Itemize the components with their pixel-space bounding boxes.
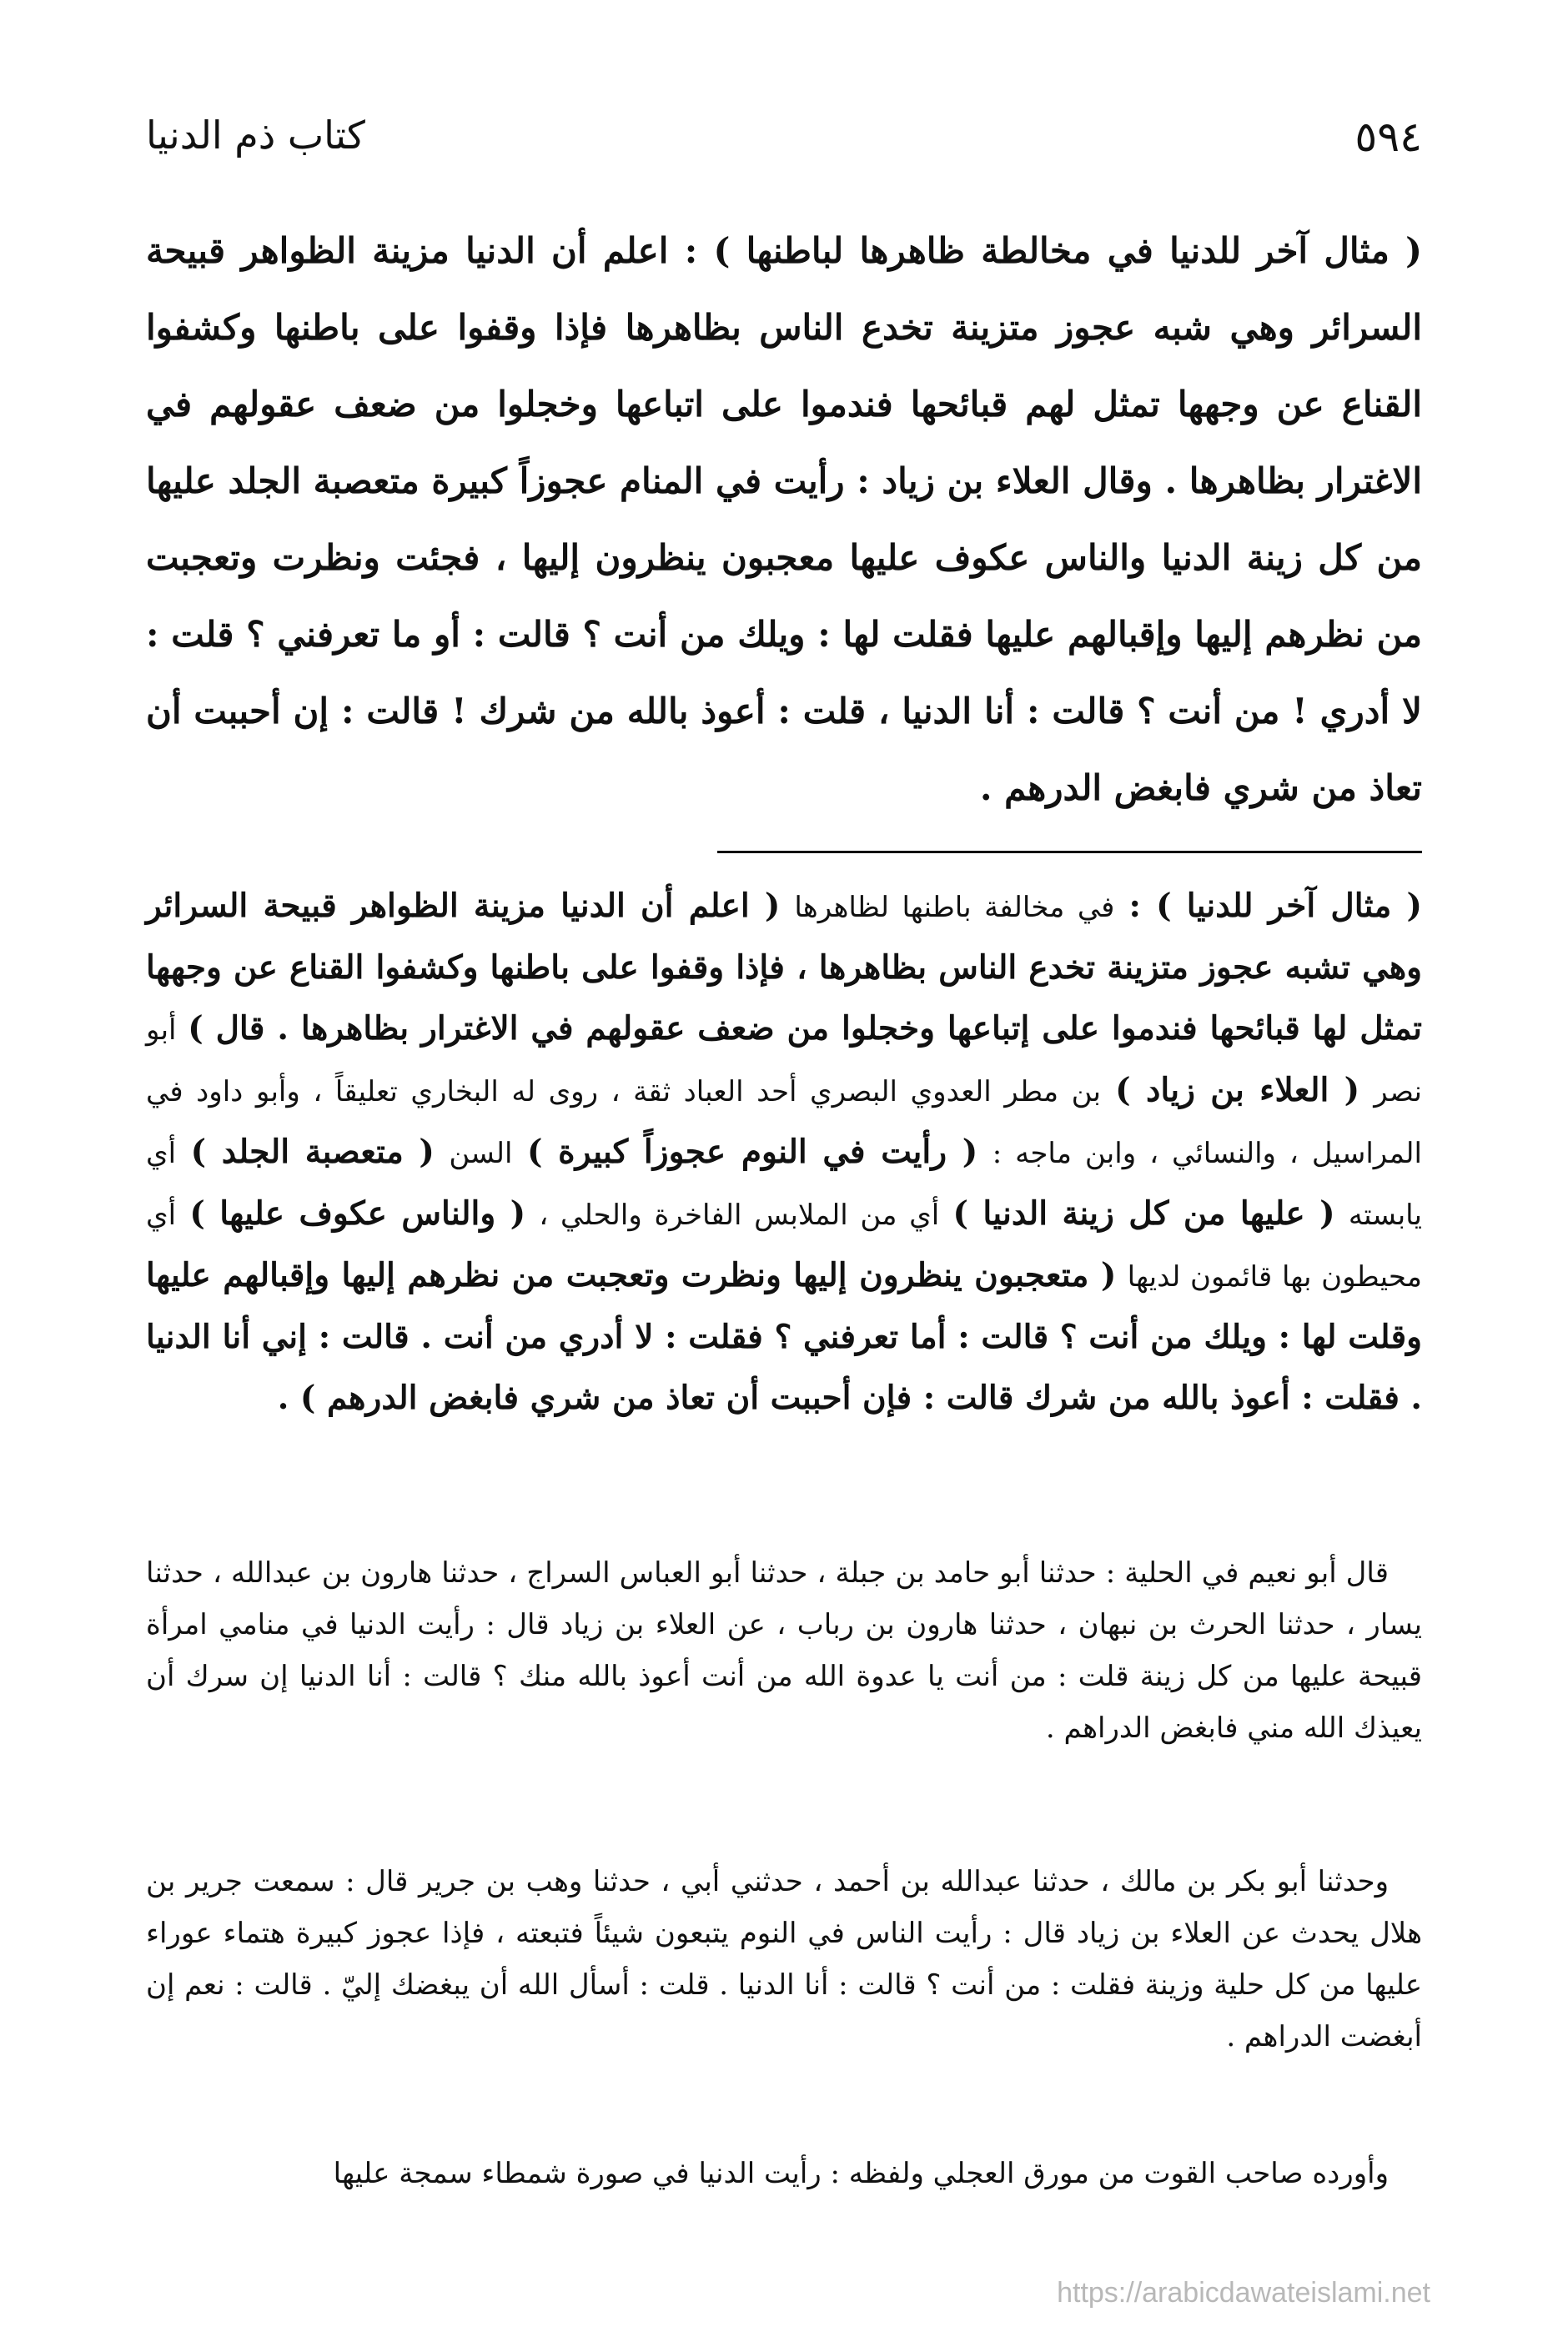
commentary-segment: أي من الملابس الفاخرة والحلي ، (539, 1199, 940, 1232)
page-header (146, 113, 1422, 179)
commentary-segment: ( والناس عكوف عليها ) (189, 1194, 526, 1233)
commentary-segment: ( العلاء بن زياد ) (1115, 1071, 1360, 1109)
commentary-segment: بن مطر العدوي البصري أحد العباد ثقة ، روى له البخاري تعليقاً ، وأبو داود في المراسيل ، والنسائي ، وابن ماجه : (146, 1075, 1422, 1170)
commentary-segment: في مخالفة باطنها لظاهرها (794, 891, 1115, 924)
divider-line (717, 851, 1422, 853)
commentary-segment: ( عليها من كل زينة الدنيا ) (952, 1194, 1335, 1233)
hadith-paragraph-2 (146, 1856, 1422, 2063)
hadith-paragraph-1 (146, 1547, 1422, 1754)
section-heading: ( مثال آخر للدنيا في مخالطة ظاهرها لباطنها ) : (684, 230, 1423, 271)
commentary-segment: أي يابسته (146, 1137, 1422, 1232)
commentary (146, 876, 1422, 1429)
commentary-segment: ( رأيت في النوم عجوزاً كبيرة ) (526, 1133, 978, 1171)
hadith-text: وحدثنا أبو بكر بن مالك ، حدثنا عبدالله بن أحمد ، حدثني أبي ، حدثنا وهب بن جرير قال : سمعت جرير بن هلال يحدث عن العلاء بن زياد قال : رأيت الناس في النوم يتبعون شيئاً فتبعته ، فإذا عجوز كبيرة هتماء عوراء عليها من كل حلية وزينة فقلت : من أنت ؟ قالت : أنا الدنيا . قلت : أسأل الله أن يبغضك إليّ . قالت : نعم إن أبغضت الدراهم . (146, 1865, 1422, 2053)
hadith-text: قال أبو نعيم في الحلية : حدثنا أبو حامد بن جبلة ، حدثنا أبو العباس السراج ، حدثنا هارون بن عبدالله ، حدثنا يسار ، حدثنا الحرث بن نبهان ، حدثنا هارون بن رباب ، عن العلاء بن زياد قال : رأيت الدنيا في منامي امرأة قبيحة عليها من كل زينة قلت : من أنت يا عدوة الله من أنت أعوذ بالله منك ؟ قالت : أنا الدنيا إن سرك أن يعيذك الله مني فابغض الدراهم . (146, 1556, 1422, 1745)
main-text (146, 213, 1422, 827)
commentary-segment: أي محيطون بها قائمون لديها (146, 1199, 1422, 1294)
watermark-url: https://arabicdawateislami.net (1057, 2277, 1430, 2309)
page-number: ٥٩٤ (1354, 113, 1422, 161)
hadith-paragraph-3 (146, 2148, 1422, 2199)
commentary-segment: ( متعجبون ينظرون إليها ونظرت وتعجبت من نظرهم إليها وإقبالهم عليها وقلت لها : ويلك من أنت ؟ قالت : أما تعرفني ؟ فقلت : لا أدري من أنت . قالت : إني أنا الدنيا . فقلت : أعوذ بالله من شرك قالت : فإن أحببت أن تعاذ من شري فابغض الدرهم ) . (146, 1256, 1422, 1417)
commentary-segment: أبو نصر (146, 1013, 1422, 1108)
commentary-segment: ( اعلم أن الدنيا مزينة الظواهر قبيحة السرائر وهي تشبه عجوز متزينة تخدع الناس بظاهرها ، فإذا وقفوا على باطنها وكشفوا القناع عن وجهها تمثل لها قبائحها فندموا على إتباعها وخجلوا من ضعف عقولهم في الاغترار بظاهرها . قال ) (146, 887, 1422, 1048)
commentary-segment: السن (449, 1137, 513, 1170)
book-title: كتاب ذم الدنيا (146, 113, 365, 158)
main-text-body: اعلم أن الدنيا مزينة الظواهر قبيحة السرائر وهي شبه عجوز متزينة تخدع الناس بظاهرها فإذا وقفوا على باطنها وكشفوا القناع عن وجهها تمثل لهم قبائحها فندموا على اتباعها وخجلوا من ضعف عقولهم في الاغترار بظاهرها . وقال العلاء بن زياد : رأيت في المنام عجوزاً كبيرة متعصبة الجلد عليها من كل زينة الدنيا والناس عكوف عليها معجبون ينظرون إليها ، فجئت ونظرت وتعجبت من نظرهم إليها وإقبالهم عليها فقلت لها : ويلك من أنت ؟ قالت : أو ما تعرفني ؟ قلت : لا أدري ! من أنت ؟ قالت : أنا الدنيا ، قلت : أعوذ بالله من شرك ! قالت : إن أحببت أن تعاذ من شري فابغض الدرهم . (146, 230, 1422, 808)
commentary-segment: ( متعصبة الجلد ) (190, 1133, 435, 1171)
commentary-segment: ( مثال آخر للدنيا ) : (1128, 887, 1422, 925)
hadith-text: وأورده صاحب القوت من مورق العجلي ولفظه : رأيت الدنيا في صورة شمطاء سمجة عليها (333, 2157, 1389, 2190)
